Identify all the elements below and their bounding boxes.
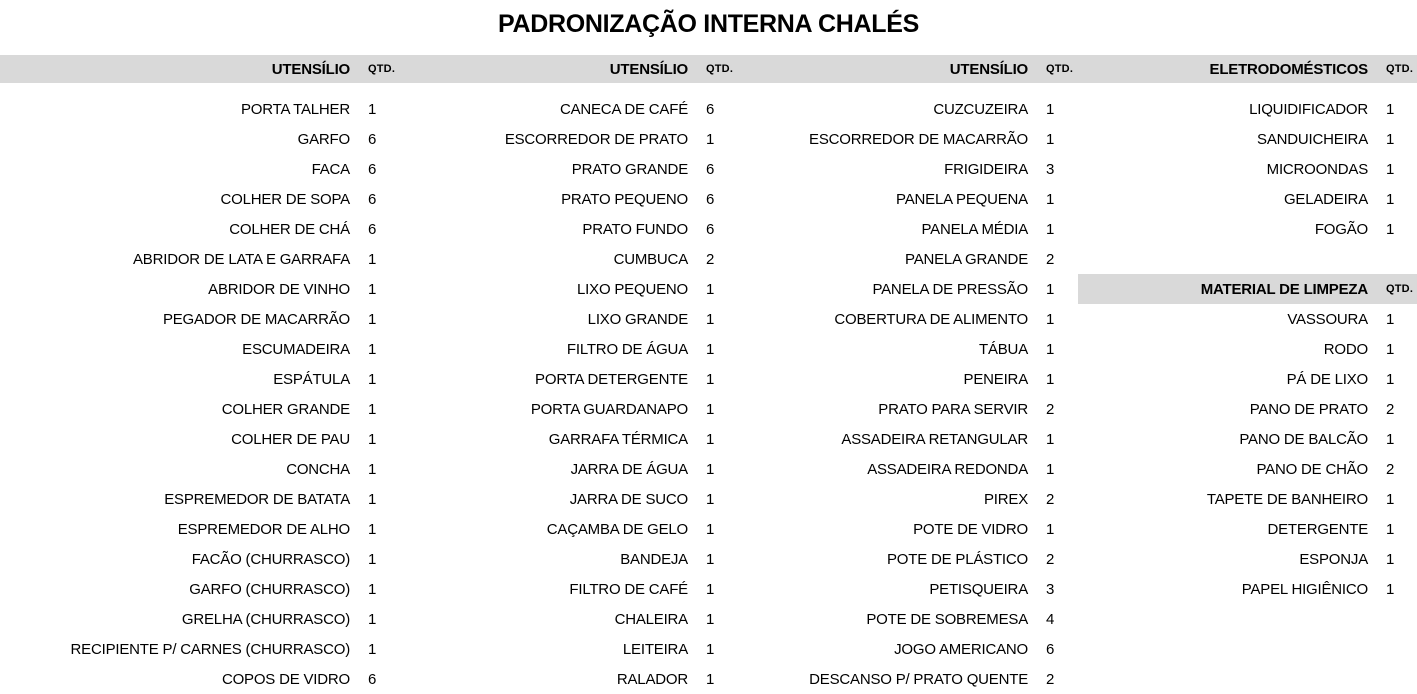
utensils-column-2 xyxy=(400,55,737,694)
item-name: PANO DE BALCÃO xyxy=(1239,430,1368,448)
table-row xyxy=(0,334,399,364)
item-qty: 2 xyxy=(1386,400,1395,418)
table-row xyxy=(1078,574,1417,604)
table-row xyxy=(400,484,737,514)
item-qty: 1 xyxy=(706,310,715,328)
item-qty: 6 xyxy=(368,190,377,208)
item-qty: 1 xyxy=(368,250,377,268)
table-row xyxy=(0,304,399,334)
column-header-label: UTENSÍLIO xyxy=(271,60,350,78)
table-row xyxy=(740,214,1077,244)
item-qty: 1 xyxy=(1386,160,1395,178)
table-row xyxy=(400,304,737,334)
item-qty: 1 xyxy=(368,430,377,448)
item-name: PRATO PEQUENO xyxy=(561,190,688,208)
table-row xyxy=(740,184,1077,214)
table-row xyxy=(1078,154,1417,184)
item-name: CUMBUCA xyxy=(613,250,688,268)
item-name: VASSOURA xyxy=(1287,310,1368,328)
item-qty: 6 xyxy=(368,670,377,688)
item-name: LIQUIDIFICADOR xyxy=(1249,100,1368,118)
item-qty: 1 xyxy=(1386,550,1395,568)
item-name: ASSADEIRA REDONDA xyxy=(867,460,1028,478)
item-name: ESPREMEDOR DE ALHO xyxy=(177,520,350,538)
item-name: JARRA DE ÁGUA xyxy=(570,460,688,478)
item-qty: 1 xyxy=(368,370,377,388)
item-name: POTE DE PLÁSTICO xyxy=(887,550,1028,568)
item-name: COLHER DE PAU xyxy=(231,430,350,448)
item-qty: 6 xyxy=(706,160,715,178)
table-row xyxy=(740,334,1077,364)
item-name: PANELA PEQUENA xyxy=(896,190,1028,208)
table-row xyxy=(740,244,1077,274)
qtd-label: QTD. xyxy=(1386,283,1414,295)
table-row xyxy=(1078,364,1417,394)
table-row xyxy=(1078,184,1417,214)
item-qty: 1 xyxy=(1386,310,1395,328)
table-row xyxy=(0,514,399,544)
table-row xyxy=(1078,514,1417,544)
item-qty: 1 xyxy=(1046,370,1055,388)
item-qty: 2 xyxy=(1046,250,1055,268)
item-qty: 1 xyxy=(1386,100,1395,118)
item-name: COLHER DE SOPA xyxy=(220,190,350,208)
qtd-label: QTD. xyxy=(706,63,734,75)
table-row xyxy=(1078,214,1417,244)
item-name: TÁBUA xyxy=(978,340,1028,358)
item-name: GARFO xyxy=(297,130,350,148)
item-name: PORTA TALHER xyxy=(240,100,350,118)
item-name: LIXO PEQUENO xyxy=(577,280,688,298)
item-name: PRATO GRANDE xyxy=(571,160,688,178)
item-qty: 1 xyxy=(1386,340,1395,358)
table-row xyxy=(400,94,737,124)
table-row xyxy=(400,544,737,574)
item-name: PAPEL HIGIÊNICO xyxy=(1241,580,1368,598)
table-row xyxy=(740,484,1077,514)
column-header-label: UTENSÍLIO xyxy=(609,60,688,78)
item-qty: 1 xyxy=(368,100,377,118)
item-name: POTE DE SOBREMESA xyxy=(866,610,1028,628)
item-name: BANDEJA xyxy=(620,550,688,568)
table-row xyxy=(0,394,399,424)
table-row xyxy=(0,154,399,184)
qtd-label: QTD. xyxy=(1046,63,1074,75)
item-name: FRIGIDEIRA xyxy=(944,160,1028,178)
item-name: ESPÁTULA xyxy=(273,370,350,388)
item-name: ESPREMEDOR DE BATATA xyxy=(164,490,350,508)
page-title: PADRONIZAÇÃO INTERNA CHALÉS xyxy=(497,10,920,38)
item-name: FOGÃO xyxy=(1314,220,1368,238)
item-name: TAPETE DE BANHEIRO xyxy=(1206,490,1368,508)
item-qty: 1 xyxy=(1386,580,1395,598)
item-name: CONCHA xyxy=(286,460,350,478)
table-row xyxy=(1078,334,1417,364)
column-header-label: ELETRODOMÉSTICOS xyxy=(1209,60,1368,78)
empty-row xyxy=(1078,244,1417,274)
item-qty: 2 xyxy=(1046,550,1055,568)
item-qty: 1 xyxy=(706,640,715,658)
table-row xyxy=(0,454,399,484)
item-qty: 2 xyxy=(1046,400,1055,418)
item-name: CUZCUZEIRA xyxy=(933,100,1028,118)
table-row xyxy=(400,604,737,634)
table-row xyxy=(740,634,1077,664)
item-name: PANELA DE PRESSÃO xyxy=(872,280,1028,298)
item-name: MICROONDAS xyxy=(1266,160,1368,178)
item-name: SANDUICHEIRA xyxy=(1257,130,1368,148)
item-name: ESCUMADEIRA xyxy=(242,340,350,358)
table-row xyxy=(0,184,399,214)
item-qty: 3 xyxy=(1046,580,1055,598)
item-name: PORTA GUARDANAPO xyxy=(530,400,688,418)
item-qty: 1 xyxy=(1046,190,1055,208)
item-name: CHALEIRA xyxy=(614,610,688,628)
table-row xyxy=(0,364,399,394)
table-row xyxy=(400,184,737,214)
item-qty: 1 xyxy=(1386,370,1395,388)
item-qty: 1 xyxy=(368,490,377,508)
table-row xyxy=(740,544,1077,574)
item-name: PANELA MÉDIA xyxy=(921,220,1028,238)
item-qty: 1 xyxy=(706,370,715,388)
item-name: RALADOR xyxy=(616,670,688,688)
table-row xyxy=(400,394,737,424)
item-name: JOGO AMERICANO xyxy=(894,640,1028,658)
table-row xyxy=(0,424,399,454)
table-row xyxy=(740,154,1077,184)
item-name: LEITEIRA xyxy=(622,640,688,658)
item-qty: 1 xyxy=(1386,190,1395,208)
table-row xyxy=(740,664,1077,694)
table-row xyxy=(400,214,737,244)
table-row xyxy=(1078,394,1417,424)
column-header xyxy=(400,55,737,83)
item-name: COPOS DE VIDRO xyxy=(221,670,350,688)
item-name: FACA xyxy=(311,160,350,178)
table-row xyxy=(400,154,737,184)
item-qty: 2 xyxy=(1046,490,1055,508)
item-qty: 1 xyxy=(1046,130,1055,148)
item-qty: 1 xyxy=(1046,100,1055,118)
table-row xyxy=(0,124,399,154)
item-name: COLHER DE CHÁ xyxy=(229,220,350,238)
table-row xyxy=(0,274,399,304)
item-name: RODO xyxy=(1323,340,1368,358)
item-name: GARFO (CHURRASCO) xyxy=(189,580,350,598)
table-row xyxy=(740,574,1077,604)
item-qty: 1 xyxy=(706,550,715,568)
item-name: ASSADEIRA RETANGULAR xyxy=(841,430,1028,448)
table-row xyxy=(400,334,737,364)
item-name: DETERGENTE xyxy=(1267,520,1368,538)
item-name: GRELHA (CHURRASCO) xyxy=(181,610,350,628)
utensils-column-1 xyxy=(0,55,399,694)
table-row xyxy=(1078,424,1417,454)
item-qty: 6 xyxy=(368,160,377,178)
table-row xyxy=(1078,484,1417,514)
item-name: PIREX xyxy=(983,490,1028,508)
item-qty: 6 xyxy=(1046,640,1055,658)
table-row xyxy=(400,424,737,454)
item-name: PÁ DE LIXO xyxy=(1286,370,1368,388)
column-header xyxy=(1078,55,1417,83)
item-name: CANECA DE CAFÉ xyxy=(559,100,688,118)
table-row xyxy=(740,454,1077,484)
table-row xyxy=(400,274,737,304)
item-qty: 1 xyxy=(368,580,377,598)
appliances-cleaning-column xyxy=(1078,55,1417,604)
table-row xyxy=(0,544,399,574)
table-row xyxy=(1078,454,1417,484)
item-qty: 4 xyxy=(1046,610,1055,628)
item-qty: 1 xyxy=(706,580,715,598)
item-qty: 2 xyxy=(706,250,715,268)
item-qty: 1 xyxy=(1046,340,1055,358)
item-name: ABRIDOR DE LATA E GARRAFA xyxy=(133,250,350,268)
item-qty: 1 xyxy=(368,640,377,658)
table-row xyxy=(0,574,399,604)
table-row xyxy=(740,604,1077,634)
item-name: CAÇAMBA DE GELO xyxy=(546,520,688,538)
table-row xyxy=(400,244,737,274)
item-qty: 1 xyxy=(1386,130,1395,148)
item-name: RECIPIENTE P/ CARNES (CHURRASCO) xyxy=(70,640,350,658)
item-name: ESPONJA xyxy=(1299,550,1368,568)
item-qty: 6 xyxy=(706,190,715,208)
item-qty: 1 xyxy=(368,520,377,538)
item-name: ABRIDOR DE VINHO xyxy=(208,280,350,298)
item-qty: 1 xyxy=(1386,220,1395,238)
item-name: DESCANSO P/ PRATO QUENTE xyxy=(809,670,1028,688)
item-qty: 1 xyxy=(706,340,715,358)
item-qty: 2 xyxy=(1046,670,1055,688)
item-name: FILTRO DE CAFÉ xyxy=(569,580,688,598)
qtd-label: QTD. xyxy=(368,63,396,75)
column-header-label: UTENSÍLIO xyxy=(949,60,1028,78)
table-row xyxy=(0,664,399,694)
item-name: FACÃO (CHURRASCO) xyxy=(191,550,350,568)
table-row xyxy=(1078,304,1417,334)
table-row xyxy=(400,514,737,544)
item-qty: 1 xyxy=(1046,520,1055,538)
item-qty: 6 xyxy=(706,100,715,118)
item-qty: 2 xyxy=(1386,460,1395,478)
item-qty: 6 xyxy=(706,220,715,238)
item-name: PENEIRA xyxy=(963,370,1028,388)
item-name: PRATO FUNDO xyxy=(582,220,688,238)
item-name: PRATO PARA SERVIR xyxy=(878,400,1028,418)
table-row xyxy=(740,424,1077,454)
table-row xyxy=(400,124,737,154)
item-qty: 1 xyxy=(706,430,715,448)
item-qty: 1 xyxy=(1386,520,1395,538)
item-qty: 1 xyxy=(368,400,377,418)
item-qty: 1 xyxy=(368,460,377,478)
table-row xyxy=(0,604,399,634)
item-name: PORTA DETERGENTE xyxy=(535,370,688,388)
item-qty: 6 xyxy=(368,220,377,238)
qtd-label: QTD. xyxy=(1386,63,1414,75)
column-header xyxy=(0,55,399,83)
table-row xyxy=(1078,124,1417,154)
item-name: ESCORREDOR DE PRATO xyxy=(504,130,688,148)
table-row xyxy=(0,484,399,514)
item-qty: 1 xyxy=(368,340,377,358)
item-qty: 1 xyxy=(368,550,377,568)
item-name: POTE DE VIDRO xyxy=(913,520,1028,538)
item-name: PEGADOR DE MACARRÃO xyxy=(162,310,350,328)
item-name: PANO DE CHÃO xyxy=(1256,460,1368,478)
table-row xyxy=(740,304,1077,334)
table-row xyxy=(400,364,737,394)
item-qty: 1 xyxy=(368,310,377,328)
item-qty: 6 xyxy=(368,130,377,148)
item-name: PANELA GRANDE xyxy=(905,250,1028,268)
item-qty: 1 xyxy=(706,670,715,688)
utensils-column-3 xyxy=(740,55,1077,694)
table-row xyxy=(0,214,399,244)
section-header-row xyxy=(1078,274,1417,304)
table-row xyxy=(740,514,1077,544)
table-row xyxy=(0,634,399,664)
item-name: PETISQUEIRA xyxy=(929,580,1028,598)
table-row xyxy=(400,574,737,604)
table-row xyxy=(740,394,1077,424)
item-name: FILTRO DE ÁGUA xyxy=(566,340,688,358)
table-row xyxy=(1078,94,1417,124)
item-qty: 1 xyxy=(368,610,377,628)
item-name: JARRA DE SUCO xyxy=(569,490,688,508)
section-header-label: MATERIAL DE LIMPEZA xyxy=(1200,280,1368,298)
item-qty: 1 xyxy=(706,400,715,418)
item-qty: 1 xyxy=(1046,310,1055,328)
table-row xyxy=(740,124,1077,154)
item-name: GELADEIRA xyxy=(1283,190,1368,208)
item-qty: 1 xyxy=(368,280,377,298)
item-qty: 1 xyxy=(1046,220,1055,238)
item-qty: 1 xyxy=(706,130,715,148)
item-qty: 1 xyxy=(706,610,715,628)
table-row xyxy=(0,94,399,124)
table-row xyxy=(400,664,737,694)
item-qty: 1 xyxy=(706,520,715,538)
column-header xyxy=(740,55,1077,83)
table-row xyxy=(740,94,1077,124)
table-row xyxy=(740,274,1077,304)
item-name: COBERTURA DE ALIMENTO xyxy=(834,310,1028,328)
item-name: GARRAFA TÉRMICA xyxy=(548,430,688,448)
item-qty: 1 xyxy=(1046,280,1055,298)
item-qty: 1 xyxy=(1046,430,1055,448)
item-qty: 3 xyxy=(1046,160,1055,178)
item-name: LIXO GRANDE xyxy=(587,310,688,328)
table-row xyxy=(0,244,399,274)
item-name: COLHER GRANDE xyxy=(221,400,350,418)
item-qty: 1 xyxy=(1046,460,1055,478)
table-row xyxy=(400,634,737,664)
item-name: ESCORREDOR DE MACARRÃO xyxy=(809,130,1028,148)
table-row xyxy=(400,454,737,484)
item-qty: 1 xyxy=(706,460,715,478)
item-name: PANO DE PRATO xyxy=(1249,400,1368,418)
table-row xyxy=(1078,544,1417,574)
table-row xyxy=(740,364,1077,394)
item-qty: 1 xyxy=(706,490,715,508)
item-qty: 1 xyxy=(1386,490,1395,508)
item-qty: 1 xyxy=(706,280,715,298)
item-qty: 1 xyxy=(1386,430,1395,448)
